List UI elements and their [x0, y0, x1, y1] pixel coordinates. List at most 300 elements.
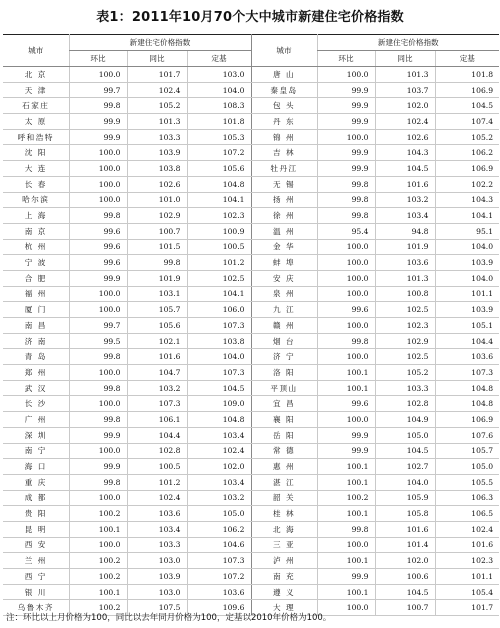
- mom-value: 100.0: [317, 129, 375, 145]
- city-name: 乌鲁木齐: [3, 600, 69, 616]
- base-value: 103.6: [435, 349, 499, 365]
- yoy-value: 101.9: [127, 270, 187, 286]
- base-value: 102.4: [187, 443, 251, 459]
- city-name: 湛 江: [251, 474, 317, 490]
- city-name: 赣 州: [251, 318, 317, 334]
- mom-value: 100.0: [69, 67, 127, 83]
- base-value: 104.4: [435, 333, 499, 349]
- yoy-value: 102.8: [127, 443, 187, 459]
- base-value: 101.6: [435, 537, 499, 553]
- city-name: 太 原: [3, 114, 69, 130]
- city-name: 南 京: [3, 223, 69, 239]
- yoy-value: 100.6: [375, 569, 435, 585]
- table-row: [3, 474, 499, 490]
- table-row: [3, 396, 499, 412]
- city-name: 杭 州: [3, 239, 69, 255]
- column-header-city: 城市: [3, 35, 69, 67]
- base-value: 104.1: [187, 192, 251, 208]
- base-value: 102.4: [435, 521, 499, 537]
- yoy-value: 103.4: [127, 521, 187, 537]
- mom-value: 100.0: [317, 600, 375, 616]
- mom-value: 99.8: [69, 349, 127, 365]
- city-name: 金 华: [251, 239, 317, 255]
- base-value: 104.1: [435, 208, 499, 224]
- table-row: [3, 114, 499, 130]
- table-row: [3, 176, 499, 192]
- yoy-value: 102.7: [375, 459, 435, 475]
- base-value: 107.4: [435, 114, 499, 130]
- yoy-value: 103.6: [375, 255, 435, 271]
- base-value: 103.8: [187, 333, 251, 349]
- table-row: [3, 286, 499, 302]
- table-row: [3, 223, 499, 239]
- city-name: 昆 明: [3, 521, 69, 537]
- city-name: 大 连: [3, 161, 69, 177]
- mom-value: 100.0: [69, 443, 127, 459]
- city-name: 唐 山: [251, 67, 317, 83]
- yoy-value: 102.3: [375, 318, 435, 334]
- city-name: 扬 州: [251, 192, 317, 208]
- yoy-value: 102.9: [375, 333, 435, 349]
- mom-value: 100.1: [317, 474, 375, 490]
- mom-value: 100.1: [317, 365, 375, 381]
- city-name: 贵 阳: [3, 506, 69, 522]
- yoy-value: 101.6: [375, 176, 435, 192]
- yoy-value: 103.8: [127, 161, 187, 177]
- city-name: 南 充: [251, 569, 317, 585]
- city-name: 丹 东: [251, 114, 317, 130]
- yoy-value: 102.4: [127, 490, 187, 506]
- price-index-table: [3, 34, 499, 616]
- table-row: [3, 412, 499, 428]
- yoy-value: 102.5: [375, 302, 435, 318]
- city-name: 三 亚: [251, 537, 317, 553]
- city-name: 武 汉: [3, 380, 69, 396]
- column-header-mom: 环比: [69, 51, 127, 67]
- mom-value: 100.0: [317, 255, 375, 271]
- mom-value: 99.8: [317, 208, 375, 224]
- mom-value: 100.1: [317, 506, 375, 522]
- mom-value: 99.6: [317, 302, 375, 318]
- mom-value: 99.9: [317, 114, 375, 130]
- city-name: 泸 州: [251, 553, 317, 569]
- mom-value: 99.6: [69, 223, 127, 239]
- city-name: 广 州: [3, 412, 69, 428]
- mom-value: 100.0: [317, 318, 375, 334]
- yoy-value: 102.5: [375, 349, 435, 365]
- mom-value: 100.0: [317, 239, 375, 255]
- yoy-value: 102.0: [375, 553, 435, 569]
- base-value: 103.2: [187, 490, 251, 506]
- city-name: 北 海: [251, 521, 317, 537]
- table-row: [3, 459, 499, 475]
- city-name: 济 宁: [251, 349, 317, 365]
- mom-value: 99.9: [69, 459, 127, 475]
- city-name: 南 昌: [3, 318, 69, 334]
- mom-value: 99.8: [317, 521, 375, 537]
- mom-value: 100.0: [69, 490, 127, 506]
- base-value: 103.0: [187, 67, 251, 83]
- base-value: 106.2: [187, 521, 251, 537]
- mom-value: 99.8: [69, 98, 127, 114]
- base-value: 100.5: [187, 239, 251, 255]
- base-value: 102.0: [187, 459, 251, 475]
- mom-value: 99.9: [317, 145, 375, 161]
- base-value: 106.9: [435, 161, 499, 177]
- mom-value: 99.9: [317, 161, 375, 177]
- yoy-value: 107.3: [127, 396, 187, 412]
- table-row: [3, 349, 499, 365]
- mom-value: 99.7: [69, 82, 127, 98]
- table-row: [3, 521, 499, 537]
- yoy-value: 103.4: [375, 208, 435, 224]
- base-value: 102.3: [435, 553, 499, 569]
- yoy-value: 105.2: [375, 365, 435, 381]
- city-name: 长 沙: [3, 396, 69, 412]
- yoy-value: 104.5: [375, 443, 435, 459]
- column-header-yoy: 同比: [375, 51, 435, 67]
- city-name: 重 庆: [3, 474, 69, 490]
- base-value: 107.3: [187, 318, 251, 334]
- mom-value: 99.9: [317, 569, 375, 585]
- yoy-value: 101.5: [127, 239, 187, 255]
- mom-value: 99.9: [69, 427, 127, 443]
- base-value: 101.1: [435, 569, 499, 585]
- base-value: 100.9: [187, 223, 251, 239]
- city-name: 无 锡: [251, 176, 317, 192]
- yoy-value: 101.3: [375, 270, 435, 286]
- city-name: 吉 林: [251, 145, 317, 161]
- yoy-value: 103.2: [127, 380, 187, 396]
- city-name: 南 宁: [3, 443, 69, 459]
- footnote: 注：环比以上月价格为100，同比以去年同月价格为100，定基以2010年价格为100。: [6, 613, 332, 623]
- mom-value: 99.9: [69, 129, 127, 145]
- table-row: [3, 129, 499, 145]
- city-name: 惠 州: [251, 459, 317, 475]
- base-value: 104.0: [187, 82, 251, 98]
- mom-value: 100.0: [69, 286, 127, 302]
- city-name: 遵 义: [251, 584, 317, 600]
- mom-value: 100.0: [317, 349, 375, 365]
- yoy-value: 105.2: [127, 98, 187, 114]
- yoy-value: 101.3: [375, 67, 435, 83]
- mom-value: 99.8: [69, 474, 127, 490]
- city-name: 泉 州: [251, 286, 317, 302]
- table-row: [3, 537, 499, 553]
- mom-value: 99.5: [69, 333, 127, 349]
- base-value: 104.5: [187, 380, 251, 396]
- yoy-value: 101.2: [127, 474, 187, 490]
- yoy-value: 104.0: [375, 474, 435, 490]
- mom-value: 100.1: [317, 584, 375, 600]
- city-name: 九 江: [251, 302, 317, 318]
- yoy-value: 103.3: [375, 380, 435, 396]
- mom-value: 100.1: [69, 521, 127, 537]
- mom-value: 100.1: [69, 584, 127, 600]
- city-name: 北 京: [3, 67, 69, 83]
- city-name: 宜 昌: [251, 396, 317, 412]
- city-name: 包 头: [251, 98, 317, 114]
- base-value: 103.4: [187, 427, 251, 443]
- city-name: 西 宁: [3, 569, 69, 585]
- mom-value: 100.1: [317, 459, 375, 475]
- base-value: 105.2: [435, 129, 499, 145]
- yoy-value: 105.8: [375, 506, 435, 522]
- city-name: 银 川: [3, 584, 69, 600]
- mom-value: 100.2: [69, 553, 127, 569]
- city-name: 合 肥: [3, 270, 69, 286]
- base-value: 101.1: [435, 286, 499, 302]
- city-name: 深 圳: [3, 427, 69, 443]
- column-header-base: 定基: [435, 51, 499, 67]
- city-name: 洛 阳: [251, 365, 317, 381]
- base-value: 105.4: [435, 584, 499, 600]
- yoy-value: 102.4: [375, 114, 435, 130]
- table-row: [3, 255, 499, 271]
- table-row: [3, 490, 499, 506]
- table-row: [3, 270, 499, 286]
- city-name: 岳 阳: [251, 427, 317, 443]
- mom-value: 100.2: [69, 569, 127, 585]
- city-name: 成 都: [3, 490, 69, 506]
- mom-value: 100.0: [69, 396, 127, 412]
- mom-value: 99.9: [317, 98, 375, 114]
- table-row: [3, 365, 499, 381]
- table-row: [3, 443, 499, 459]
- city-name: 温 州: [251, 223, 317, 239]
- yoy-value: 100.7: [127, 223, 187, 239]
- table-row: [3, 318, 499, 334]
- table-row: [3, 380, 499, 396]
- mom-value: 100.2: [69, 506, 127, 522]
- yoy-value: 100.7: [375, 600, 435, 616]
- city-name: 兰 州: [3, 553, 69, 569]
- mom-value: 100.0: [317, 537, 375, 553]
- yoy-value: 103.1: [127, 286, 187, 302]
- yoy-value: 104.5: [375, 584, 435, 600]
- base-value: 104.0: [435, 270, 499, 286]
- table-row: [3, 82, 499, 98]
- city-name: 徐 州: [251, 208, 317, 224]
- table-row: [3, 67, 499, 83]
- yoy-value: 102.1: [127, 333, 187, 349]
- mom-value: 99.9: [317, 82, 375, 98]
- base-value: 105.0: [435, 459, 499, 475]
- mom-value: 99.9: [317, 427, 375, 443]
- base-value: 103.4: [187, 474, 251, 490]
- base-value: 105.6: [187, 161, 251, 177]
- city-name: 沈 阳: [3, 145, 69, 161]
- yoy-value: 101.6: [127, 349, 187, 365]
- yoy-value: 94.8: [375, 223, 435, 239]
- mom-value: 99.8: [69, 412, 127, 428]
- yoy-value: 105.7: [127, 302, 187, 318]
- base-value: 107.3: [435, 365, 499, 381]
- base-value: 101.2: [187, 255, 251, 271]
- mom-value: 100.0: [317, 286, 375, 302]
- yoy-value: 103.2: [375, 192, 435, 208]
- mom-value: 99.7: [69, 318, 127, 334]
- base-value: 106.9: [435, 82, 499, 98]
- yoy-value: 101.3: [127, 114, 187, 130]
- city-name: 牡丹江: [251, 161, 317, 177]
- base-value: 104.8: [187, 412, 251, 428]
- base-value: 105.5: [435, 474, 499, 490]
- mom-value: 99.8: [317, 176, 375, 192]
- city-name: 青 岛: [3, 349, 69, 365]
- base-value: 109.6: [187, 600, 251, 616]
- yoy-value: 104.7: [127, 365, 187, 381]
- base-value: 102.2: [435, 176, 499, 192]
- mom-value: 99.6: [317, 396, 375, 412]
- base-value: 104.3: [435, 192, 499, 208]
- mom-value: 100.0: [69, 145, 127, 161]
- column-header-city: 城市: [251, 35, 317, 67]
- base-value: 104.6: [187, 537, 251, 553]
- base-value: 104.1: [187, 286, 251, 302]
- mom-value: 100.0: [317, 412, 375, 428]
- city-name: 济 南: [3, 333, 69, 349]
- base-value: 101.7: [435, 600, 499, 616]
- table-row: [3, 239, 499, 255]
- base-value: 107.2: [187, 569, 251, 585]
- base-value: 106.9: [435, 412, 499, 428]
- mom-value: 100.0: [69, 302, 127, 318]
- city-name: 上 海: [3, 208, 69, 224]
- mom-value: 100.2: [317, 490, 375, 506]
- yoy-value: 103.3: [127, 129, 187, 145]
- city-name: 锦 州: [251, 129, 317, 145]
- city-name: 秦皇岛: [251, 82, 317, 98]
- mom-value: 99.9: [69, 114, 127, 130]
- table-row: [3, 584, 499, 600]
- mom-value: 100.0: [69, 537, 127, 553]
- yoy-value: 104.5: [375, 161, 435, 177]
- yoy-value: 103.9: [127, 569, 187, 585]
- yoy-value: 106.1: [127, 412, 187, 428]
- mom-value: 100.1: [317, 380, 375, 396]
- base-value: 104.8: [435, 396, 499, 412]
- table-row: [3, 208, 499, 224]
- city-name: 福 州: [3, 286, 69, 302]
- city-name: 石家庄: [3, 98, 69, 114]
- column-group-header: 新建住宅价格指数: [69, 35, 251, 51]
- yoy-value: 103.0: [127, 584, 187, 600]
- mom-value: 100.0: [317, 67, 375, 83]
- base-value: 104.0: [435, 239, 499, 255]
- table-row: [3, 98, 499, 114]
- yoy-value: 104.4: [127, 427, 187, 443]
- city-name: 郑 州: [3, 365, 69, 381]
- yoy-value: 102.6: [375, 129, 435, 145]
- city-name: 蚌 埠: [251, 255, 317, 271]
- city-name: 安 庆: [251, 270, 317, 286]
- mom-value: 99.8: [317, 192, 375, 208]
- table-row: [3, 302, 499, 318]
- base-value: 95.1: [435, 223, 499, 239]
- base-value: 106.5: [435, 506, 499, 522]
- yoy-value: 102.0: [375, 98, 435, 114]
- base-value: 101.8: [435, 67, 499, 83]
- table-row: [3, 569, 499, 585]
- base-value: 107.3: [187, 365, 251, 381]
- city-name: 天 津: [3, 82, 69, 98]
- city-name: 宁 波: [3, 255, 69, 271]
- mom-value: 99.6: [69, 255, 127, 271]
- column-header-base: 定基: [187, 51, 251, 67]
- table-row: [3, 333, 499, 349]
- yoy-value: 101.6: [375, 521, 435, 537]
- mom-value: 100.0: [69, 161, 127, 177]
- base-value: 104.8: [187, 176, 251, 192]
- yoy-value: 105.0: [375, 427, 435, 443]
- yoy-value: 100.5: [127, 459, 187, 475]
- city-name: 平顶山: [251, 380, 317, 396]
- yoy-value: 107.5: [127, 600, 187, 616]
- city-name: 韶 关: [251, 490, 317, 506]
- base-value: 107.2: [187, 145, 251, 161]
- yoy-value: 102.8: [375, 396, 435, 412]
- city-name: 大 理: [251, 600, 317, 616]
- mom-value: 99.6: [69, 239, 127, 255]
- yoy-value: 102.4: [127, 82, 187, 98]
- column-header-yoy: 同比: [127, 51, 187, 67]
- base-value: 101.8: [187, 114, 251, 130]
- base-value: 102.3: [187, 208, 251, 224]
- yoy-value: 103.3: [127, 537, 187, 553]
- base-value: 105.3: [187, 129, 251, 145]
- base-value: 103.9: [435, 302, 499, 318]
- yoy-value: 105.9: [375, 490, 435, 506]
- table-row: [3, 161, 499, 177]
- yoy-value: 100.8: [375, 286, 435, 302]
- mom-value: 99.8: [69, 380, 127, 396]
- table-row: [3, 506, 499, 522]
- city-name: 烟 台: [251, 333, 317, 349]
- city-name: 哈尔滨: [3, 192, 69, 208]
- column-header-mom: 环比: [317, 51, 375, 67]
- base-value: 106.2: [435, 145, 499, 161]
- base-value: 105.7: [435, 443, 499, 459]
- city-name: 西 安: [3, 537, 69, 553]
- table-row: [3, 427, 499, 443]
- yoy-value: 101.7: [127, 67, 187, 83]
- mom-value: 100.0: [69, 192, 127, 208]
- yoy-value: 102.9: [127, 208, 187, 224]
- yoy-value: 99.8: [127, 255, 187, 271]
- yoy-value: 103.7: [375, 82, 435, 98]
- base-value: 103.9: [435, 255, 499, 271]
- yoy-value: 104.3: [375, 145, 435, 161]
- mom-value: 95.4: [317, 223, 375, 239]
- yoy-value: 104.9: [375, 412, 435, 428]
- city-name: 长 春: [3, 176, 69, 192]
- table-row: [3, 145, 499, 161]
- base-value: 107.3: [187, 553, 251, 569]
- table-row: [3, 192, 499, 208]
- base-value: 104.5: [435, 98, 499, 114]
- yoy-value: 101.4: [375, 537, 435, 553]
- city-name: 桂 林: [251, 506, 317, 522]
- mom-value: 100.0: [69, 176, 127, 192]
- base-value: 104.0: [187, 349, 251, 365]
- yoy-value: 103.0: [127, 553, 187, 569]
- base-value: 103.6: [187, 584, 251, 600]
- base-value: 104.8: [435, 380, 499, 396]
- column-group-header: 新建住宅价格指数: [317, 35, 499, 51]
- base-value: 108.3: [187, 98, 251, 114]
- mom-value: 99.9: [69, 270, 127, 286]
